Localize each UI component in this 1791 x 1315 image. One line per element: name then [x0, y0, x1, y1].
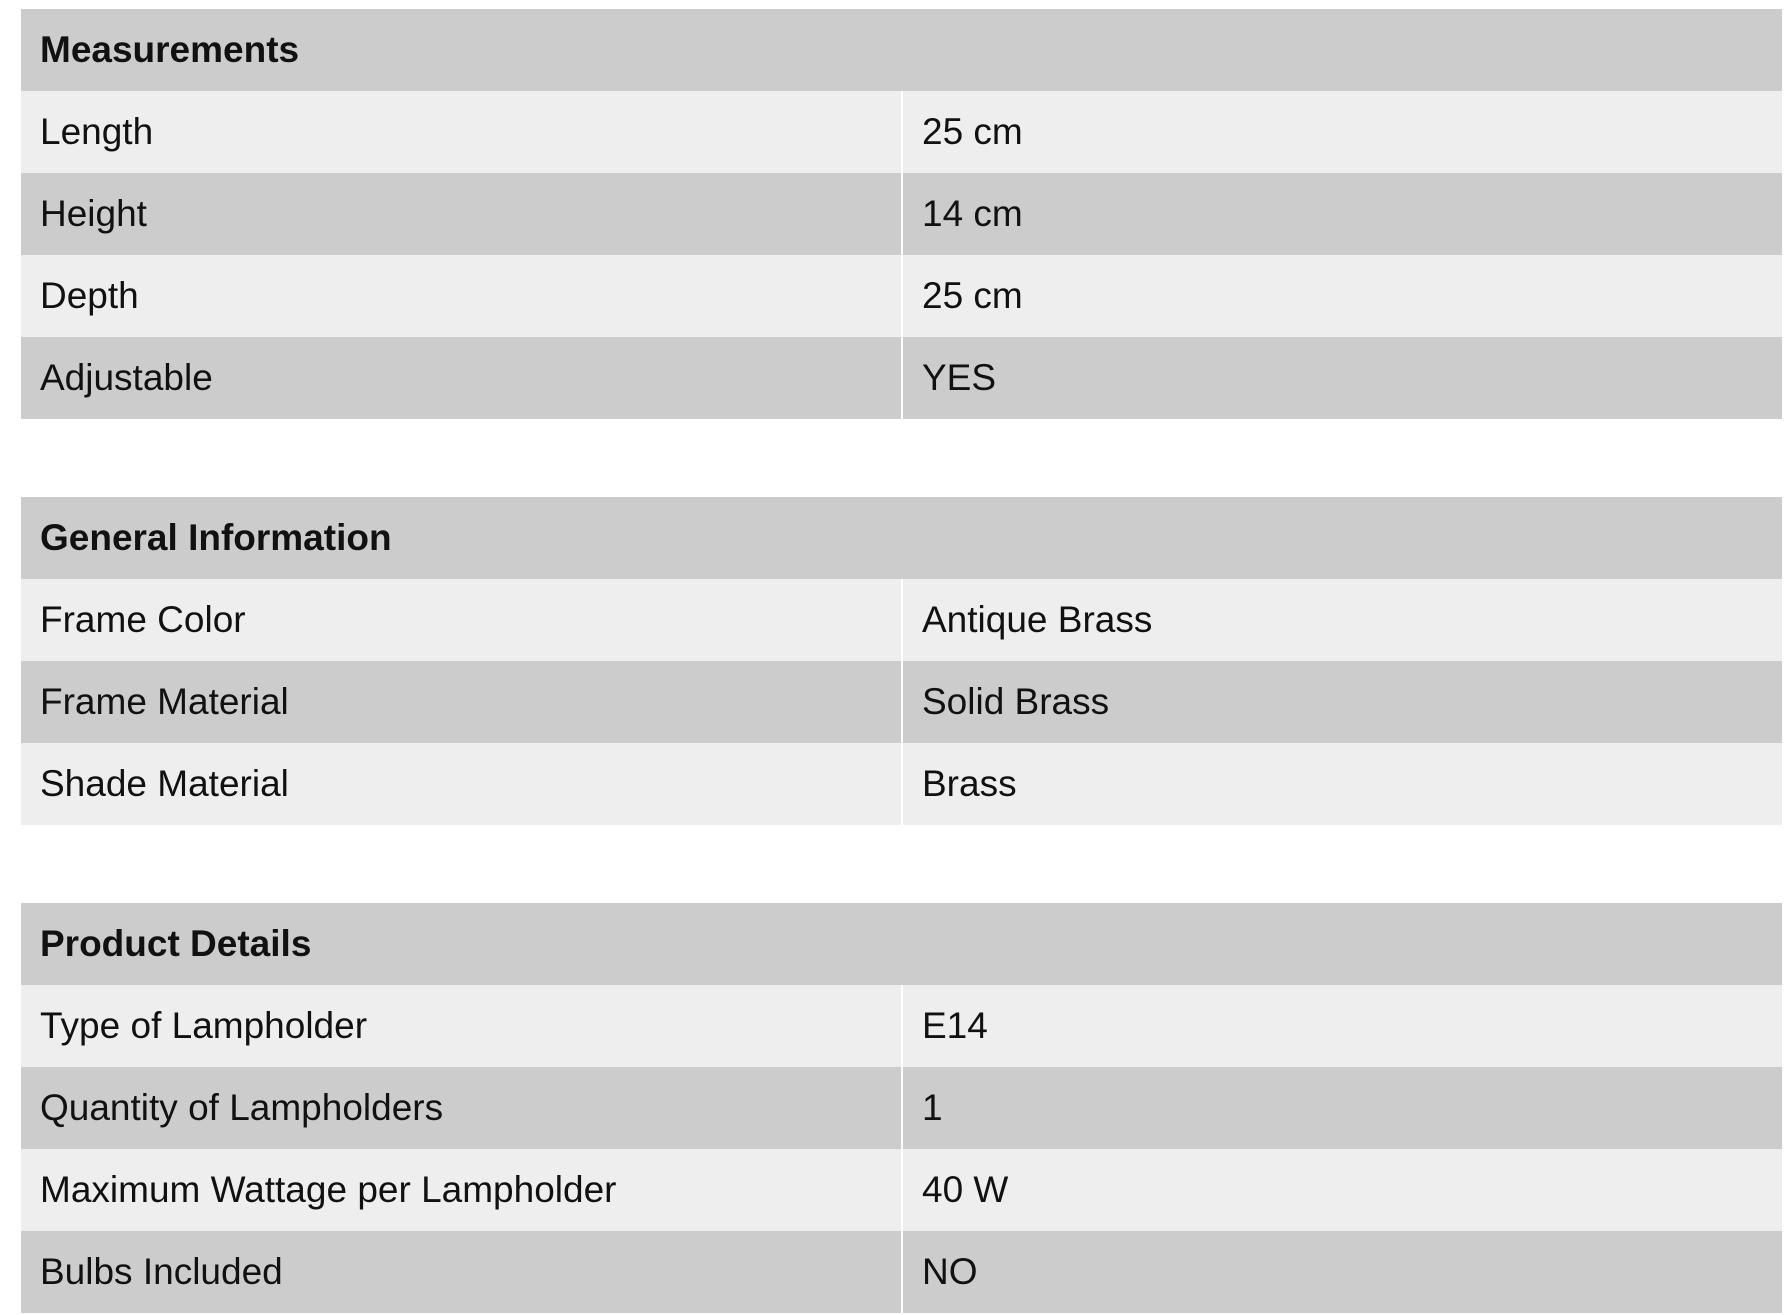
table-row	[21, 985, 1782, 1067]
section-title: Measurements	[21, 9, 1782, 91]
row-label: Type of Lampholder	[21, 985, 902, 1067]
row-value: 1	[902, 1067, 1782, 1149]
product-details-table	[21, 903, 1782, 1313]
row-value: 25 cm	[902, 91, 1782, 173]
row-value: NO	[902, 1231, 1782, 1313]
section-header-row	[21, 497, 1782, 579]
row-value: YES	[902, 337, 1782, 419]
section-header-row	[21, 903, 1782, 985]
row-label: Quantity of Lampholders	[21, 1067, 902, 1149]
row-value: E14	[902, 985, 1782, 1067]
row-label: Height	[21, 173, 902, 255]
row-label: Adjustable	[21, 337, 902, 419]
row-label: Length	[21, 91, 902, 173]
table-row	[21, 1067, 1782, 1149]
table-row	[21, 743, 1782, 825]
row-value: Antique Brass	[902, 579, 1782, 661]
row-value: 25 cm	[902, 255, 1782, 337]
row-label: Shade Material	[21, 743, 902, 825]
measurements-table	[21, 9, 1782, 419]
table-row	[21, 1231, 1782, 1313]
section-title: General Information	[21, 497, 1782, 579]
row-label: Depth	[21, 255, 902, 337]
table-row	[21, 173, 1782, 255]
row-value: Solid Brass	[902, 661, 1782, 743]
row-value: 40 W	[902, 1149, 1782, 1231]
table-row	[21, 661, 1782, 743]
table-row	[21, 255, 1782, 337]
row-value: Brass	[902, 743, 1782, 825]
row-label: Maximum Wattage per Lampholder	[21, 1149, 902, 1231]
row-label: Bulbs Included	[21, 1231, 902, 1313]
row-value: 14 cm	[902, 173, 1782, 255]
general-information-table	[21, 497, 1782, 825]
row-label: Frame Material	[21, 661, 902, 743]
row-label: Frame Color	[21, 579, 902, 661]
section-title: Product Details	[21, 903, 1782, 985]
section-header-row	[21, 9, 1782, 91]
table-row	[21, 91, 1782, 173]
table-row	[21, 1149, 1782, 1231]
table-row	[21, 579, 1782, 661]
table-row	[21, 337, 1782, 419]
